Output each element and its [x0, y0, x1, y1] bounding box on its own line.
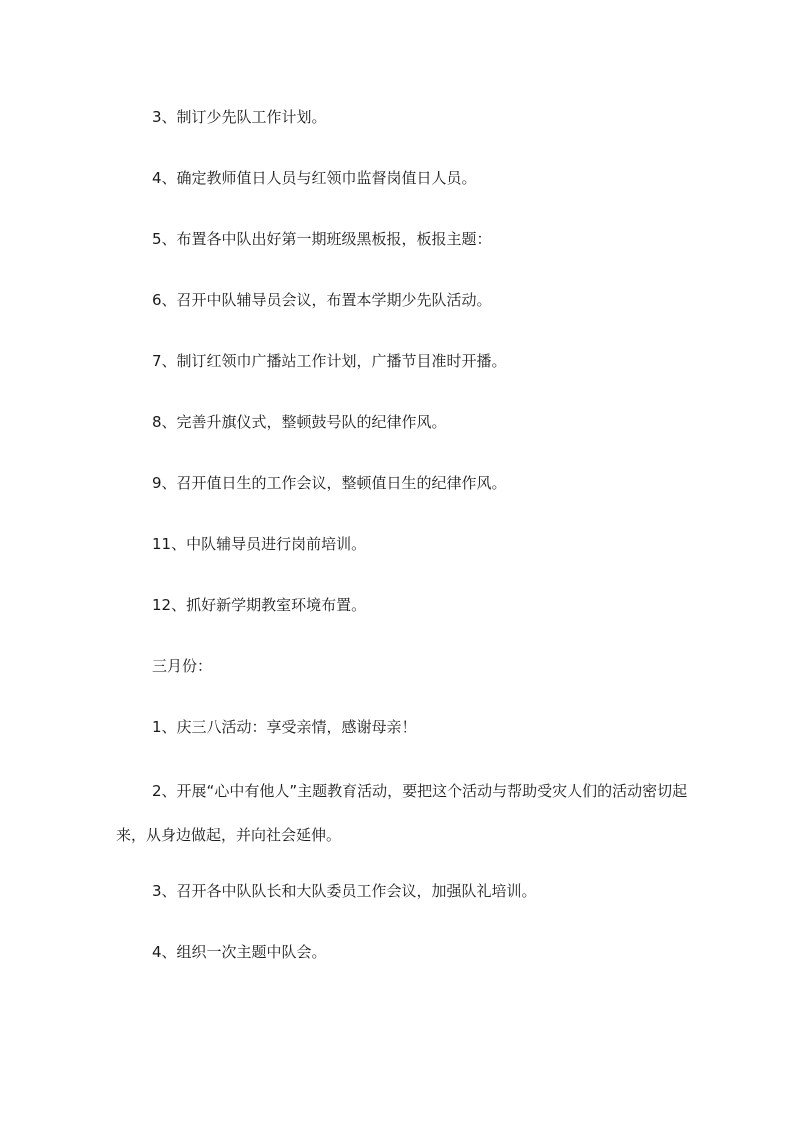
- paragraph-march-1: 1、庆三八活动：享受亲情，感谢母亲！: [152, 718, 417, 736]
- paragraph-march-2: 2、开展“心中有他人”主题教育活动，要把这个活动与帮助受灾人们的活动密切起来，从身边做起，并向社会延伸。: [116, 782, 688, 844]
- paragraph-march-3: 3、召开各中队队长和大队委员工作会议，加强队礼培训。: [152, 882, 537, 900]
- section-heading-march: 三月份：: [152, 657, 213, 675]
- paragraph-march-4: 4、组织一次主题中队会。: [152, 943, 327, 961]
- paragraph-item-5: 5、布置各中队出好第一期班级黑板报，板报主题：: [152, 230, 492, 248]
- paragraph-item-12: 12、抓好新学期教室环境布置。: [152, 596, 367, 614]
- paragraph-item-8: 8、完善升旗仪式，整顿鼓号队的纪律作风。: [152, 413, 447, 431]
- paragraph-item-3: 3、制订少先队工作计划。: [152, 108, 327, 126]
- paragraph-item-4: 4、确定教师值日人员与红领巾监督岗值日人员。: [152, 169, 477, 187]
- paragraph-item-9: 9、召开值日生的工作会议，整顿值日生的纪律作风。: [152, 474, 507, 492]
- paragraph-item-6: 6、召开中队辅导员会议，布置本学期少先队活动。: [152, 291, 492, 309]
- paragraph-item-11: 11、中队辅导员进行岗前培训。: [152, 535, 367, 553]
- paragraph-item-7: 7、制订红领巾广播站工作计划，广播节目准时开播。: [152, 352, 507, 370]
